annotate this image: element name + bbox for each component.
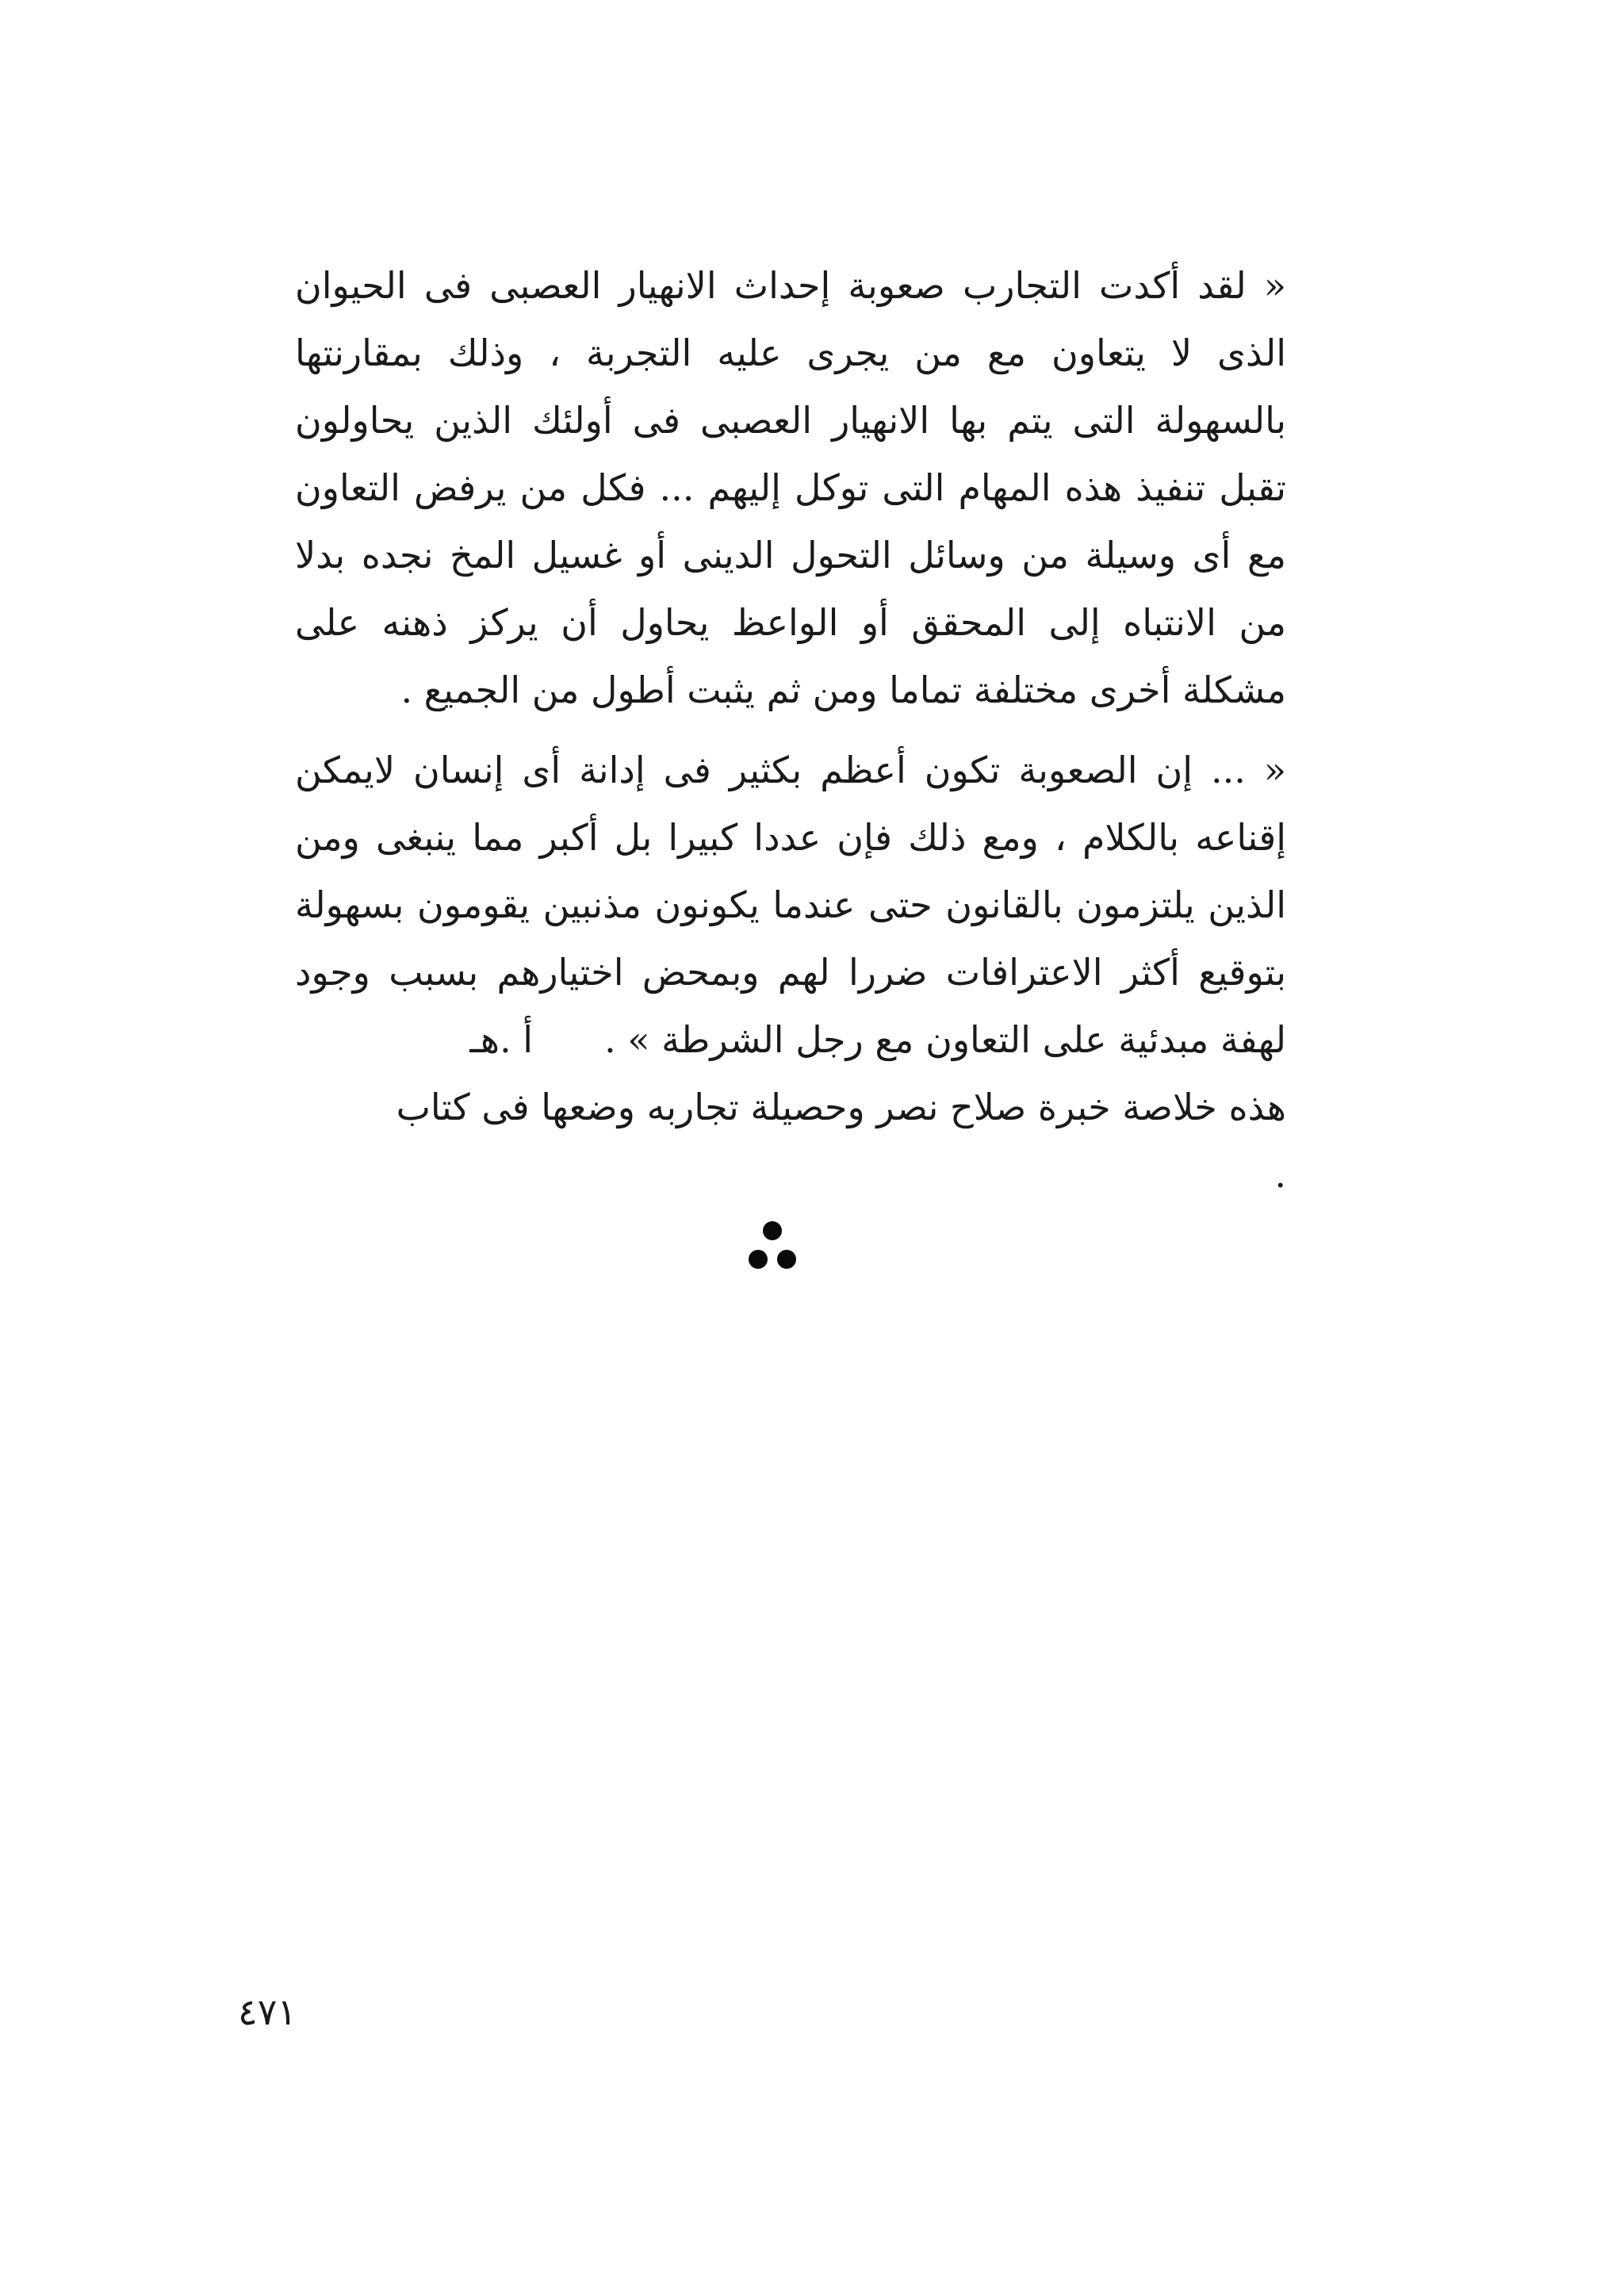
ornament-dot xyxy=(749,1250,768,1269)
page-body xyxy=(295,252,1286,1209)
quote-paragraph-1: « لقد أكدت التجارب صعوبة إحداث الانهيار العصبى فى الحيوان الذى لا يتعاون مع من يجرى عليه التجربة ، وذلك بمقارنتها بالسهولة التى يتم بها الانهيار العصبى فى أولئك الذين يحاولون تقبل تنفيذ هذه المهام التى توكل إليهم ... فكل من يرفض التعاون مع أى وسيلة من وسائل التحول الدينى أو غسيل المخ نجده بدلا من الانتباه إلى المحقق أو الواعظ يحاول أن يركز ذهنه على مشكلة أخرى مختلفة تماما ومن ثم يثبت أطول من الجميع . xyxy=(295,264,1286,711)
ornament-dot xyxy=(777,1250,796,1269)
summary-paragraph: هذه خلاصة خبرة صلاح نصر وحصيلة تجاربه وضعها فى كتاب . xyxy=(396,1086,1286,1196)
ornament-dot xyxy=(763,1221,782,1240)
page-number: ٤٧١ xyxy=(238,1990,297,2033)
section-break-ornament xyxy=(744,1221,801,1278)
quote-paragraph-2-text: « ... إن الصعوبة تكون أعظم بكثير فى إدانة أى إنسان لايمكن إقناعه بالكلام ، ومع ذلك فإن عددا كبيرا بل أكبر مما ينبغى ومن الذين يلتزمون بالقانون حتى عندما يكونون مذنبين يقومون بسهولة بتوقيع أكثر الاعترافات ضررا لهم وبمحض اختيارهم بسبب وجود لهفة مبدئية على التعاون مع رجل الشرطة » . xyxy=(295,749,1286,1061)
quote-paragraph-2 xyxy=(295,737,1286,1074)
quote-attribution: أ .هـ xyxy=(469,1018,534,1061)
